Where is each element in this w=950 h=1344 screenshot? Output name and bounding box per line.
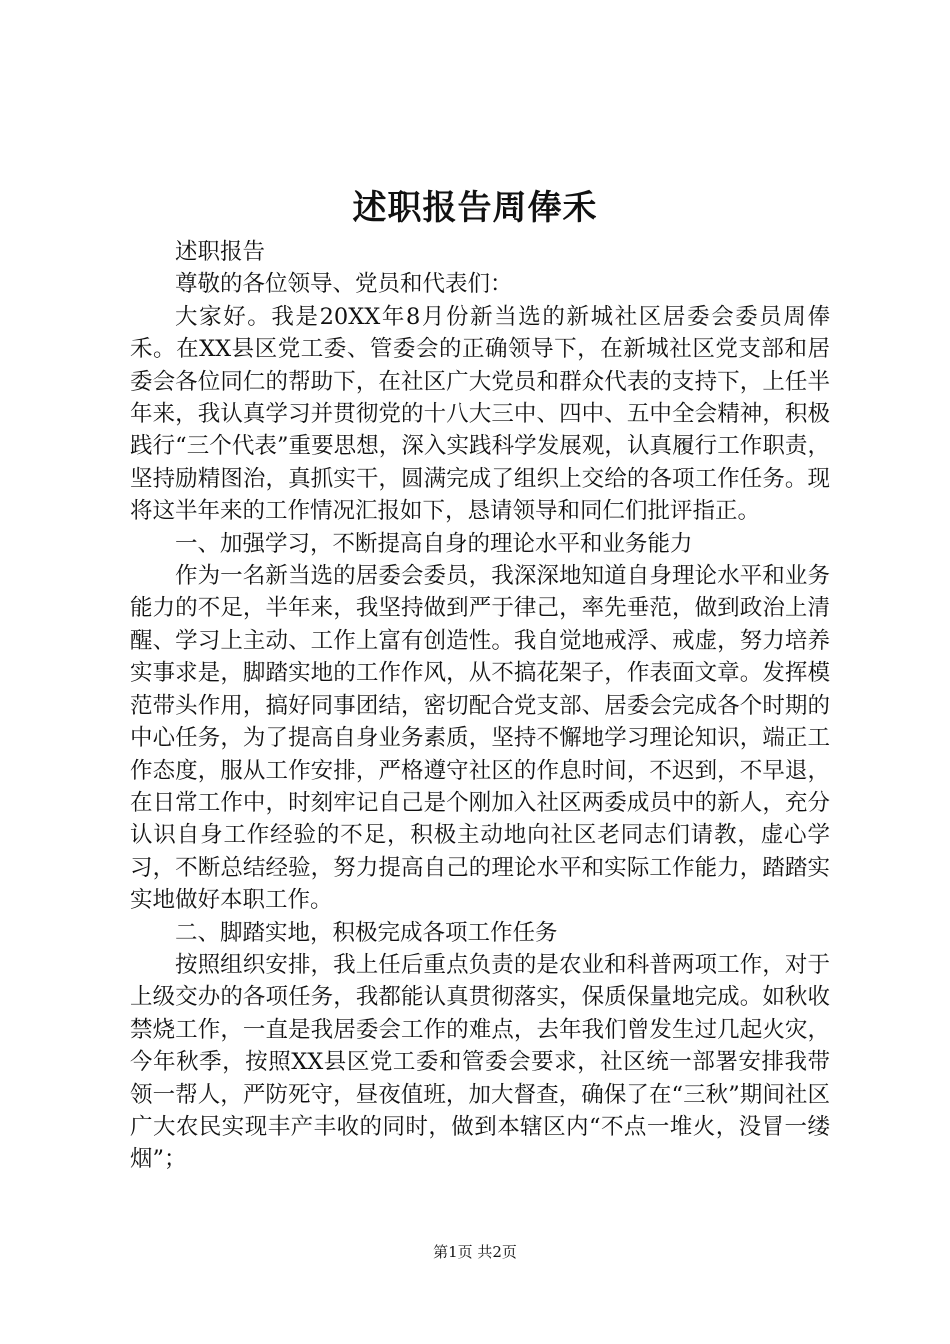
document-title: 述职报告周俸禾 [352,188,598,228]
section-heading-study: 一、加强学习，不断提高自身的理论水平和业务能力 [175,530,693,557]
page-number-footer: 第1页 共2页 [433,1243,517,1261]
paragraph-salutation: 尊敬的各位领导、党员和代表们： [175,271,513,298]
section-heading-tasks: 二、脚踏实地，积极完成各项工作任务 [175,919,558,946]
paragraph-tasks: 按照组织安排，我上任后重点负责的是农业和科普两项工作，对于上级交办的各项任务，我都能认真贯彻落实，保质保量地完成。如秋收禁烧工作，一直是我居委会工作的难点，去年我们曾发生过几起火灾，今年秋季，按照XX县区党工委和管委会要求，社区统一部署安排我带领一帮人，严防死守，昼夜值班，加大督查，确保了在“三秋”期间社区广大农民实现丰产丰收的同时，做到本辖区内“不点一堆火，没冒一缕烟”； [130,951,830,1173]
paragraph-heading-label: 述职报告 [175,239,266,265]
paragraph-introduction: 大家好。我是20XX年8月份新当选的新城社区居委会委员周俸禾。在XX县区党工委、管委会的正确领导下，在新城社区党支部和居委会各位同仁的帮助下，在社区广大党员和群众代表的支持下，上任半年来，我认真学习并贯彻党的十八大三中、四中、五中全会精神，积极践行“三个代表”重要思想，深入实践科学发展观，认真履行工作职责，坚持励精图治，真抓实干，圆满完成了组织上交给的各项工作任务。现将这半年来的工作情况汇报如下，恳请领导和同仁们批评指正。 [130,303,830,525]
paragraph-study: 作为一名新当选的居委会委员，我深深地知道自身理论水平和业务能力的不足，半年来，我坚持做到严于律己，率先垂范，做到政治上清醒、学习上主动、工作上富有创造性。我自觉地戒浮、戒虚，努力培养实事求是，脚踏实地的工作作风，从不搞花架子，作表面文章。发挥模范带头作用，搞好同事团结，密切配合党支部、居委会完成各个时期的中心任务，为了提高自身业务素质，坚持不懈地学习理论知识，端正工作态度，服从工作安排，严格遵守社区的作息时间，不迟到，不早退，在日常工作中，时刻牢记自己是个刚加入社区两委成员中的新人，充分认识自身工作经验的不足，积极主动地向社区老同志们请教，虚心学习，不断总结经验，努力提高自己的理论水平和实际工作能力，踏踏实实地做好本职工作。 [130,563,830,914]
document-body [130,236,830,1176]
